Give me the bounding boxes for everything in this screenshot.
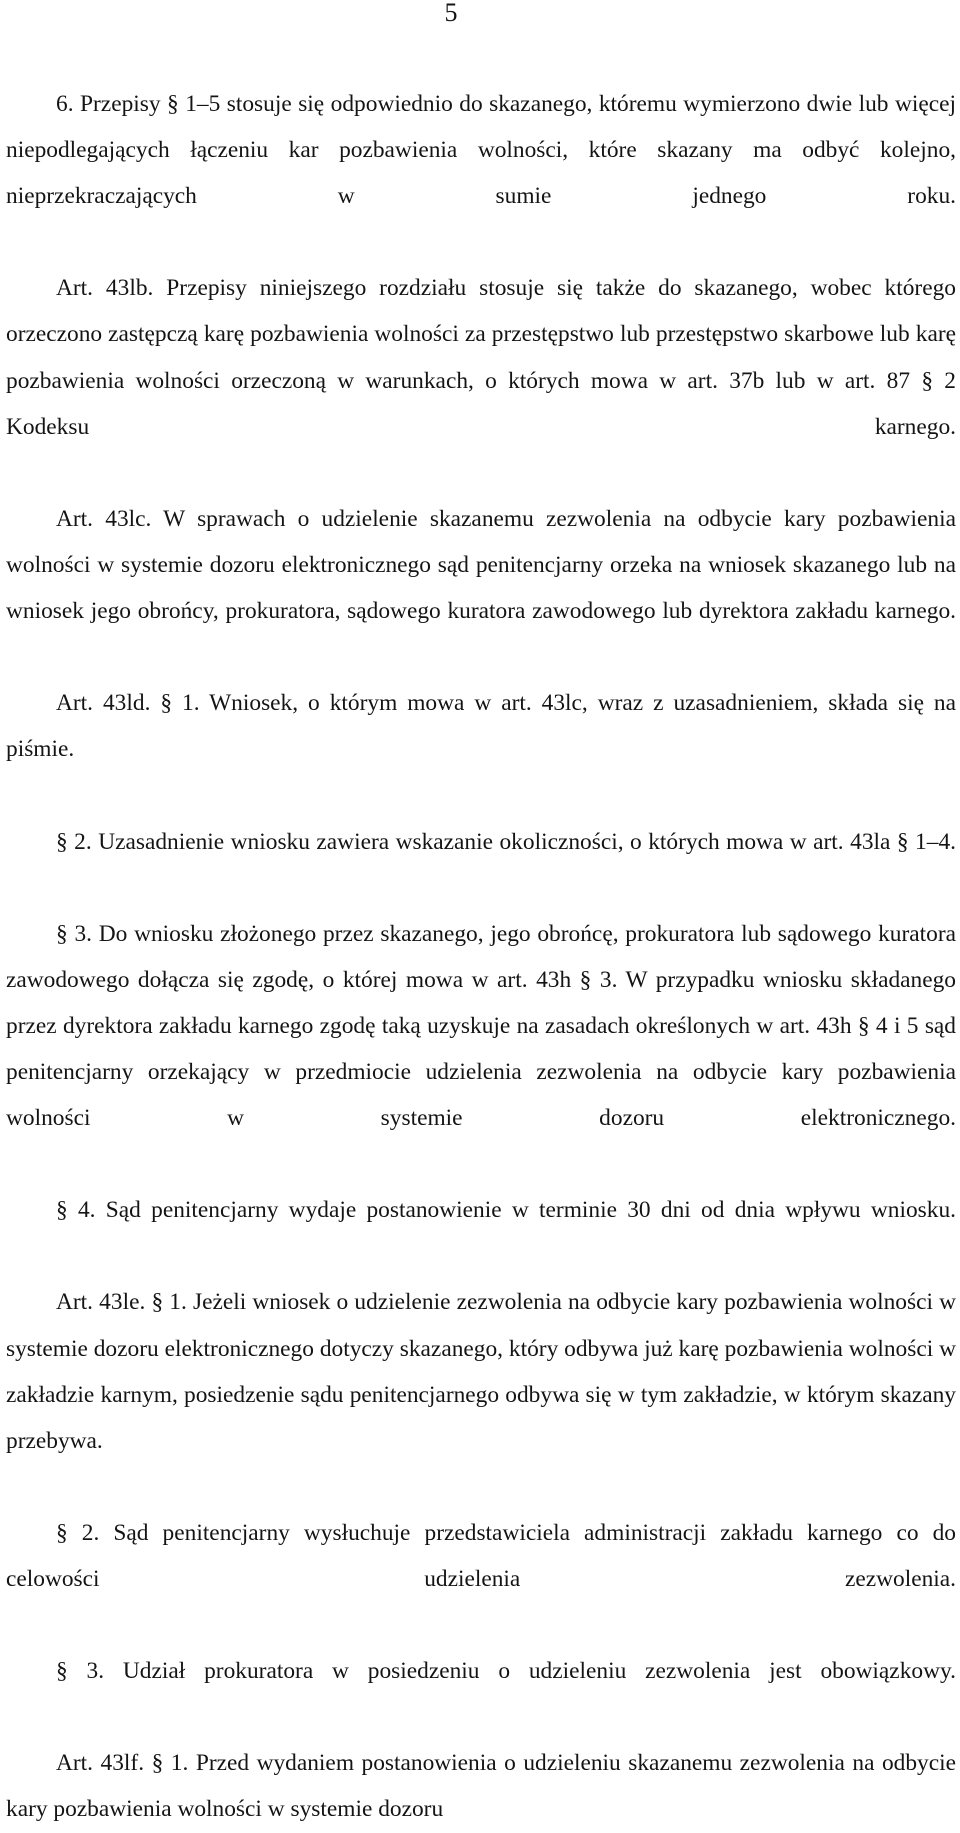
paragraph-art-43lb: Art. 43lb. Przepisy niniejszego rozdziału stosuje się także do skazanego, wobec którego orzeczono zastępczą karę pozbawienia wolności za przestępstwo lub przestępstwo skarbowe lub karę pozbawienia wolności orzeczoną w warunkach, o których mowa w art. 37b lub w art. 87 § 2 Kodeksu karnego. [6, 275, 956, 440]
paragraph-art-43lc: Art. 43lc. W sprawach o udzielenie skazanemu zezwolenia na odbycie kary pozbawienia wolności w systemie dozoru elektronicznego sąd penitencjarny orzeka na wniosek skazanego lub na wniosek jego obrońcy, prokuratora, sądowego kuratora zawodowego lub dyrektora zakładu karnego. [6, 505, 956, 625]
paragraph-art-43la-par-6: 6. Przepisy § 1–5 stosuje się odpowiednio do skazanego, któremu wymierzono dwie lub więcej niepodlegających łączeniu kar pozbawienia wolności, które skazany ma odbyć kolejno, nieprzekraczających w sumie jednego roku. [6, 91, 956, 210]
paragraph-art-43ld-par-1: Art. 43ld. § 1. Wniosek, o którym mowa w art. 43lc, wraz z uzasadnieniem, składa się na piśmie. [6, 690, 956, 763]
paragraph-art-43lf-par-1: Art. 43lf. § 1. Przed wydaniem postanowienia o udzieleniu skazanemu zezwolenia na odbycie kary pozbawienia wolności w systemie dozoru [6, 1750, 956, 1823]
paragraph-art-43le-par-2: § 2. Sąd penitencjarny wysłuchuje przedstawiciela administracji zakładu karnego co do celowości udzielenia zezwolenia. [6, 1519, 956, 1592]
paragraph-art-43ld-par-4: § 4. Sąd penitencjarny wydaje postanowienie w terminie 30 dni od dnia wpływu wniosku. [56, 1197, 956, 1224]
paragraph-art-43le-par-1: Art. 43le. § 1. Jeżeli wniosek o udzielenie zezwolenia na odbycie kary pozbawienia wolności w systemie dozoru elektronicznego dotyczy skazanego, który odbywa już karę pozbawienia wolności w zakładzie karnym, posiedzenie sądu penitencjarnego odbywa się w tym zakładzie, w którym skazany przebywa. [6, 1289, 956, 1454]
paragraph-art-43ld-par-2: § 2. Uzasadnienie wniosku zawiera wskazanie okoliczności, o których mowa w art. 43la § 1–4. [56, 828, 956, 855]
page-number: 5 [444, 0, 458, 27]
paragraph-art-43ld-par-3: § 3. Do wniosku złożonego przez skazanego, jego obrońcę, prokuratora lub sądowego kuratora zawodowego dołącza się zgodę, o której mowa w art. 43h § 3. W przypadku wniosku składanego przez dyrektora zakładu karnego zgodę taką uzyskuje na zasadach określonych w art. 43h § 4 i 5 sąd penitencjarny orzekający w przedmiocie udzielenia zezwolenia na odbycie kary pozbawienia wolności w systemie dozoru elektronicznego. [6, 920, 956, 1132]
paragraph-art-43le-par-3: § 3. Udział prokuratora w posiedzeniu o udzieleniu zezwolenia jest obowiązkowy. [56, 1658, 956, 1685]
document-body [6, 81, 956, 1833]
